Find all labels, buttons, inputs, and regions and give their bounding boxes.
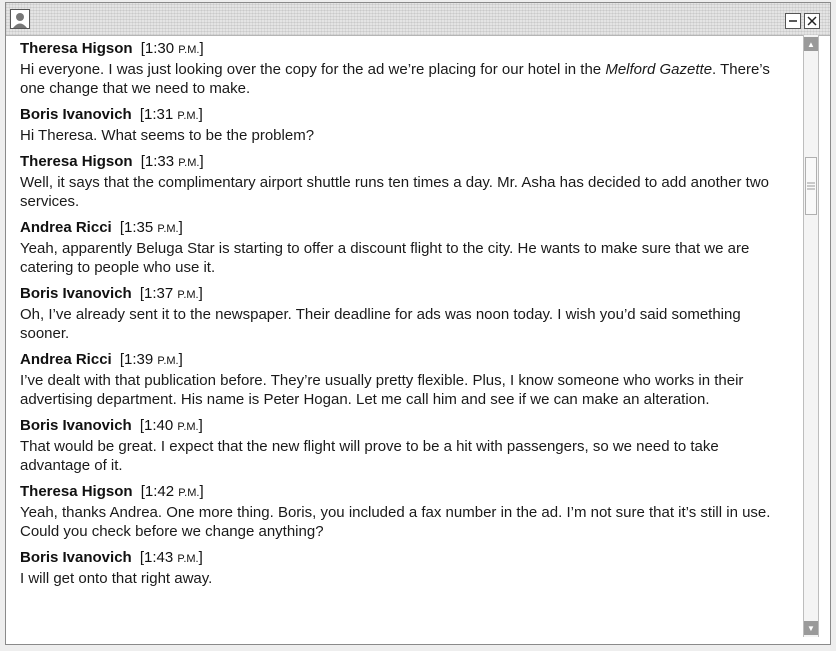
message-text <box>20 60 790 98</box>
message-timestamp: [1:42 P.M.] <box>140 483 204 500</box>
chat-message <box>20 482 790 541</box>
message-header <box>20 105 790 126</box>
message-sender: Andrea Ricci <box>20 351 112 368</box>
message-time: 1:30 <box>144 40 175 57</box>
message-text: Hi Theresa. What seems to be the problem? <box>20 127 315 144</box>
message-ampm: P.M. <box>177 289 199 301</box>
message-time: 1:37 <box>144 285 174 302</box>
message-time: 1:42 <box>144 483 175 500</box>
message-ampm: P.M. <box>178 157 200 169</box>
message-ampm: P.M. <box>177 110 199 122</box>
message-header <box>20 284 790 305</box>
message-header <box>20 39 790 60</box>
message-timestamp: [1:35 P.M.] <box>119 219 183 236</box>
message-sender: Boris Ivanovich <box>20 285 132 302</box>
scroll-thumb[interactable] <box>805 157 817 215</box>
message-time: 1:33 <box>144 153 175 170</box>
arrow-up-icon: ▲ <box>807 39 815 49</box>
message-header <box>20 218 790 239</box>
scroll-down-button[interactable] <box>804 621 818 635</box>
message-text: Oh, I’ve already sent it to the newspaper. Their deadline for ads was noon today. I wish you’d said something sooner. <box>20 306 741 342</box>
message-header <box>20 152 790 173</box>
message-ampm: P.M. <box>178 44 200 56</box>
chat-window <box>5 2 831 645</box>
message-sender: Theresa Higson <box>20 153 133 170</box>
message-ampm: P.M. <box>157 355 179 367</box>
message-text: I’ve dealt with that publication before. They’re usually pretty flexible. Plus, I know someone who works in their advertising department. His name is Peter Hogan. Let me call him and see if we can make an alteration. <box>20 372 744 408</box>
chat-message <box>20 548 790 588</box>
message-timestamp: [1:31 P.M.] <box>139 106 203 123</box>
message-sender: Theresa Higson <box>20 40 133 57</box>
vertical-scrollbar[interactable] <box>803 35 819 637</box>
message-header <box>20 416 790 437</box>
message-timestamp: [1:39 P.M.] <box>119 351 183 368</box>
minimize-icon <box>788 16 798 26</box>
message-text: I will get onto that right away. <box>20 570 213 587</box>
message-timestamp: [1:33 P.M.] <box>140 153 204 170</box>
message-ampm: P.M. <box>177 553 199 565</box>
chat-message <box>20 105 790 145</box>
close-icon <box>807 16 817 26</box>
message-text: That would be great. I expect that the new flight will prove to be a hit with passengers, so we need to take advantage of it. <box>20 438 719 474</box>
chat-message <box>20 284 790 343</box>
message-ampm: P.M. <box>177 421 199 433</box>
message-text: Yeah, apparently Beluga Star is starting to offer a discount flight to the city. He wants to make sure that we are catering to people who use it. <box>20 240 750 276</box>
message-time: 1:35 <box>124 219 154 236</box>
message-text: Yeah, thanks Andrea. One more thing. Boris, you included a fax number in the ad. I’m not sure that it’s still in use. Could you check before we change anything? <box>20 504 771 540</box>
close-button[interactable] <box>804 13 820 29</box>
chat-message <box>20 152 790 211</box>
message-text-part: Hi everyone. I was just looking over the copy for the ad we’re placing for our hotel in the <box>20 61 606 78</box>
scroll-up-button[interactable] <box>804 37 818 51</box>
arrow-down-icon: ▼ <box>807 623 815 633</box>
message-timestamp: [1:43 P.M.] <box>139 549 203 566</box>
message-time: 1:31 <box>144 106 174 123</box>
message-sender: Theresa Higson <box>20 483 133 500</box>
message-timestamp: [1:37 P.M.] <box>139 285 203 302</box>
minimize-button[interactable] <box>785 13 801 29</box>
message-header <box>20 482 790 503</box>
message-time: 1:43 <box>144 549 174 566</box>
message-text-part: . There’s one change that we need to make. <box>20 61 770 97</box>
message-sender: Boris Ivanovich <box>20 106 132 123</box>
message-header <box>20 548 790 569</box>
title-bar <box>6 3 830 36</box>
message-sender: Boris Ivanovich <box>20 417 132 434</box>
message-list[interactable] <box>20 39 790 639</box>
message-timestamp: [1:30 P.M.] <box>140 40 204 57</box>
message-text: Well, it says that the complimentary airport shuttle runs ten times a day. Mr. Asha has decided to add another two services. <box>20 174 769 210</box>
message-time: 1:39 <box>124 351 154 368</box>
message-timestamp: [1:40 P.M.] <box>139 417 203 434</box>
message-sender: Boris Ivanovich <box>20 549 132 566</box>
chat-message <box>20 350 790 409</box>
newspaper-name: Melford Gazette <box>605 61 713 78</box>
message-sender: Andrea Ricci <box>20 219 112 236</box>
grip-icon <box>807 181 815 191</box>
message-ampm: P.M. <box>178 487 200 499</box>
message-header <box>20 350 790 371</box>
chat-message <box>20 218 790 277</box>
chat-message <box>20 39 790 98</box>
chat-message <box>20 416 790 475</box>
message-ampm: P.M. <box>157 223 179 235</box>
user-avatar-icon <box>10 9 30 29</box>
message-time: 1:40 <box>144 417 174 434</box>
